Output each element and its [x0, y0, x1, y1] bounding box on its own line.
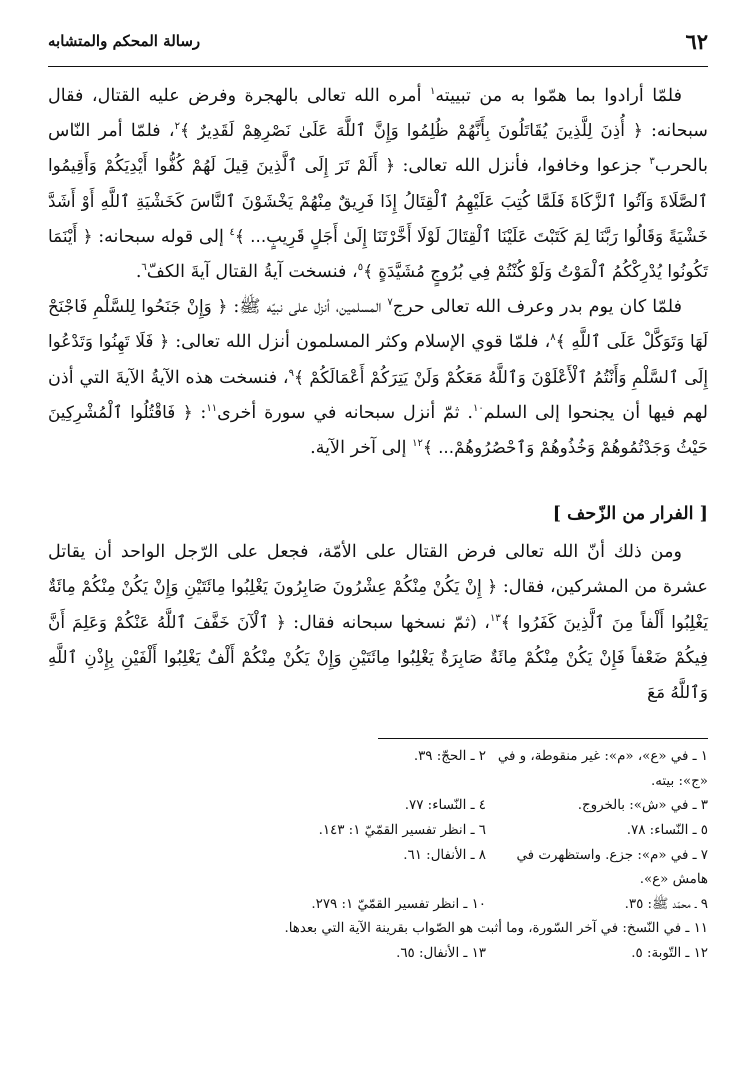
quran-verse: ﴿ أُذِنَ لِلَّذِينَ يُقَاتَلُونَ بِأَنَّهُمْ ظُلِمُوا وَإِنَّ ٱللَّهَ عَلَىٰ نَصْرِهِمْ لَقَدِيرٌ ﴾	[179, 120, 643, 141]
footnote-row	[48, 819, 708, 844]
text: ، فلمّا أمر النّاس بالحرب	[48, 121, 708, 177]
footnote-ref: ٩	[288, 367, 294, 379]
footnote-row	[48, 893, 708, 918]
footnote-ref: ٣	[649, 156, 655, 168]
quran-verse: ﴿ أَيْنَمَا تَكُونُوا يُدْرِكْكُمُ ٱلْمَوْتُ وَلَوْ كُنْتُمْ فِي بُرُوجٍ مُشَيَّدَةٍ ﴾	[48, 225, 708, 282]
text: .	[135, 262, 142, 283]
text: إلى قوله سبحانه:	[92, 226, 230, 247]
footnote: ٣ ـ في «ش»: بالخروج.	[577, 798, 708, 814]
footnote-ref: ١	[429, 86, 436, 98]
text: المسلمين، أنزل على نبيّه ﷺ:	[227, 297, 388, 318]
quran-verse: ﴿ فَلَا تَهِنُوا وَتَدْعُوا إِلَى ٱلسَّلْمِ وَأَنْتُمُ ٱلْأَعْلَوْنَ وَٱللَّهُ مَعَكُمْ وَلَنْ يَتِرَكُمْ أَعْمَالَكُمْ ﴾	[48, 331, 708, 387]
quran-verse: ﴿ ٱلْآنَ خَفَّفَ ٱللَّهُ عَنْكُمْ وَعَلِمَ أَنَّ فِيكُمْ ضَعْفاً فَإِنْ يَكُنْ مِنْكُمْ مِائَةٌ صَابِرَةٌ يَغْلِبُوا مِائَتَيْنِ وَإِنْ يَكُنْ مِنْكُمْ أَلْفٌ يَغْلِبُوا أَلْفَيْنِ بِإِذْنِ ٱللَّهِ وَٱللَّهُ مَعَ	[48, 611, 708, 703]
quran-verse: ﴿ أَلَمْ تَرَ إِلَى ٱلَّذِينَ قِيلَ لَهُمْ كُفُّوا أَيْدِيَكُمْ وَأَقِيمُوا ٱلصَّلَاةَ وَآتُوا ٱلزَّكَاةَ فَلَمَّا كُتِبَ عَلَيْهِمُ ٱلْقِتَالُ إِذَا فَرِيقٌ مِنْهُمْ يَخْشَوْنَ ٱلنَّاسَ كَخَشْيَةِ ٱللَّهِ أَوْ أَشَدَّ خَشْيَةً وَقَالُوا رَبَّنَا لِمَ كَتَبْتَ عَلَيْنَا ٱلْقِتَالَ لَوْلَا أَخَّرْتَنَا إِلَىٰ أَجَلٍ قَرِيبٍ... ﴾	[48, 155, 708, 246]
footnote: ٧ ـ في «م»: جزع. واستظهرت في هامش «ع».	[516, 847, 708, 888]
footnote: ٨ ـ الأنفال: ٦١.	[403, 847, 486, 863]
footnote-separator	[378, 738, 708, 739]
footnote-ref: ٦	[141, 262, 147, 274]
section-heading: [ الفرار من الزّحف ]	[552, 503, 708, 525]
footnote-row	[48, 745, 708, 794]
footnote-row	[48, 917, 708, 942]
text: إلى آخر الآية.	[310, 438, 413, 459]
footnote-row	[48, 942, 708, 967]
text: ، فلمّا قوي الإسلام وكثر المسلمون أنزل الله تعالى:	[169, 332, 551, 353]
main-text	[48, 79, 708, 710]
footnotes	[48, 745, 708, 966]
footnote-ref: ١٣	[489, 612, 501, 624]
footnote-ref: ٤	[229, 226, 235, 238]
text: جزعوا وخافوا، فأنزل الله تعالى:	[394, 156, 650, 177]
text: أمره الله تعالى بالهجرة وفرض عليه القتال، فقال سبحانه:	[48, 86, 708, 142]
footnote: ٤ ـ النّساء: ٧٧.	[404, 798, 486, 814]
footnote: ١١ ـ في النّسخ: في آخر السّورة، وما أثبت هو الصّواب بقرينة الآية التي بعدها.	[284, 921, 708, 937]
footnote: ٢ ـ الحجّ: ٣٩.	[413, 749, 486, 765]
footnote: ٥ ـ النّساء: ٧٨.	[626, 823, 708, 839]
paragraph-1	[48, 79, 708, 289]
text: . ثمّ أنزل سبحانه في سورة أخرى	[217, 402, 474, 423]
text: فلمّا أرادوا بما همّوا به من تبييته	[435, 86, 682, 106]
footnote: ١٣ ـ الأنفال: ٦٥.	[396, 946, 486, 961]
footnote-ref: ٥	[357, 262, 364, 274]
quran-verse: ﴿ فَاقْتُلُوا ٱلْمُشْرِكِينَ حَيْثُ وَجَدْتُمُوهُمْ وَخُذُوهُمْ وَٱحْصُرُوهُمْ... ﴾	[48, 401, 708, 458]
footnote: ١٠ ـ انظر تفسير القمّيّ ١: ٢٧٩.	[311, 896, 486, 912]
footnote-row	[48, 844, 708, 893]
footnote: ١ ـ في «ع»، «م»: غير منقوطة، و في «ج»: بيته.	[497, 749, 708, 789]
paragraph-3	[48, 535, 708, 710]
text: ، فنسخت هذه الآيةُ الآيةَ التي أذن لهم فيها أن يجنحوا إلى السلم	[48, 367, 708, 423]
page-header	[48, 22, 708, 67]
footnote: ٩ ـ محمّد ﷺ: ٣٥.	[624, 896, 708, 912]
footnote-ref: ١٢	[412, 438, 423, 450]
quran-verse: ﴿ إِنْ يَكُنْ مِنْكُمْ عِشْرُونَ صَابِرُونَ يَغْلِبُوا مِائَتَيْنِ وَإِنْ يَكُنْ مِنْكُمْ مِائَةٌ يَغْلِبُوا أَلْفاً مِنَ ٱلَّذِينَ كَفَرُوا ﴾	[48, 576, 708, 632]
page	[48, 22, 708, 967]
footnote: ٦ ـ انظر تفسير القمّيّ ١: ١٤٣.	[318, 823, 486, 839]
footnote: ١٢ ـ التّوبة: ٥.	[631, 946, 708, 961]
footnote-ref: ١٠	[473, 402, 484, 414]
running-title: رسالة المحكم والمتشابه	[48, 32, 201, 50]
text: فلمّا كان يوم بدر وعرف الله تعالى حرج	[392, 297, 683, 318]
footnote-row	[48, 794, 708, 819]
footnote-ref: ٧	[387, 297, 393, 309]
text: ، فنسخت آيةُ القتال آيةَ الكفّ	[146, 262, 358, 283]
quran-verse: ﴿ وَإِنْ جَنَحُوا لِلسَّلْمِ فَاجْنَحْ لَهَا وَتَوَكَّلْ عَلَى ٱللَّهِ ﴾	[48, 296, 709, 352]
text: ، (ثمّ نسخها سبحانه فقال:	[285, 612, 490, 633]
text: ومن ذلك أنّ الله تعالى فرض القتال على الأمّة، فجعل على الرّجل الواحد أن يقاتل عشرة من المشركين، فقال:	[48, 542, 708, 598]
paragraph-2	[48, 289, 708, 465]
footnote-ref: ٨	[550, 332, 556, 344]
text: :	[192, 402, 207, 423]
footnote-ref: ١١	[206, 402, 218, 414]
page-number: ٦٢	[685, 28, 708, 54]
footnote-ref: ٢	[174, 121, 180, 133]
